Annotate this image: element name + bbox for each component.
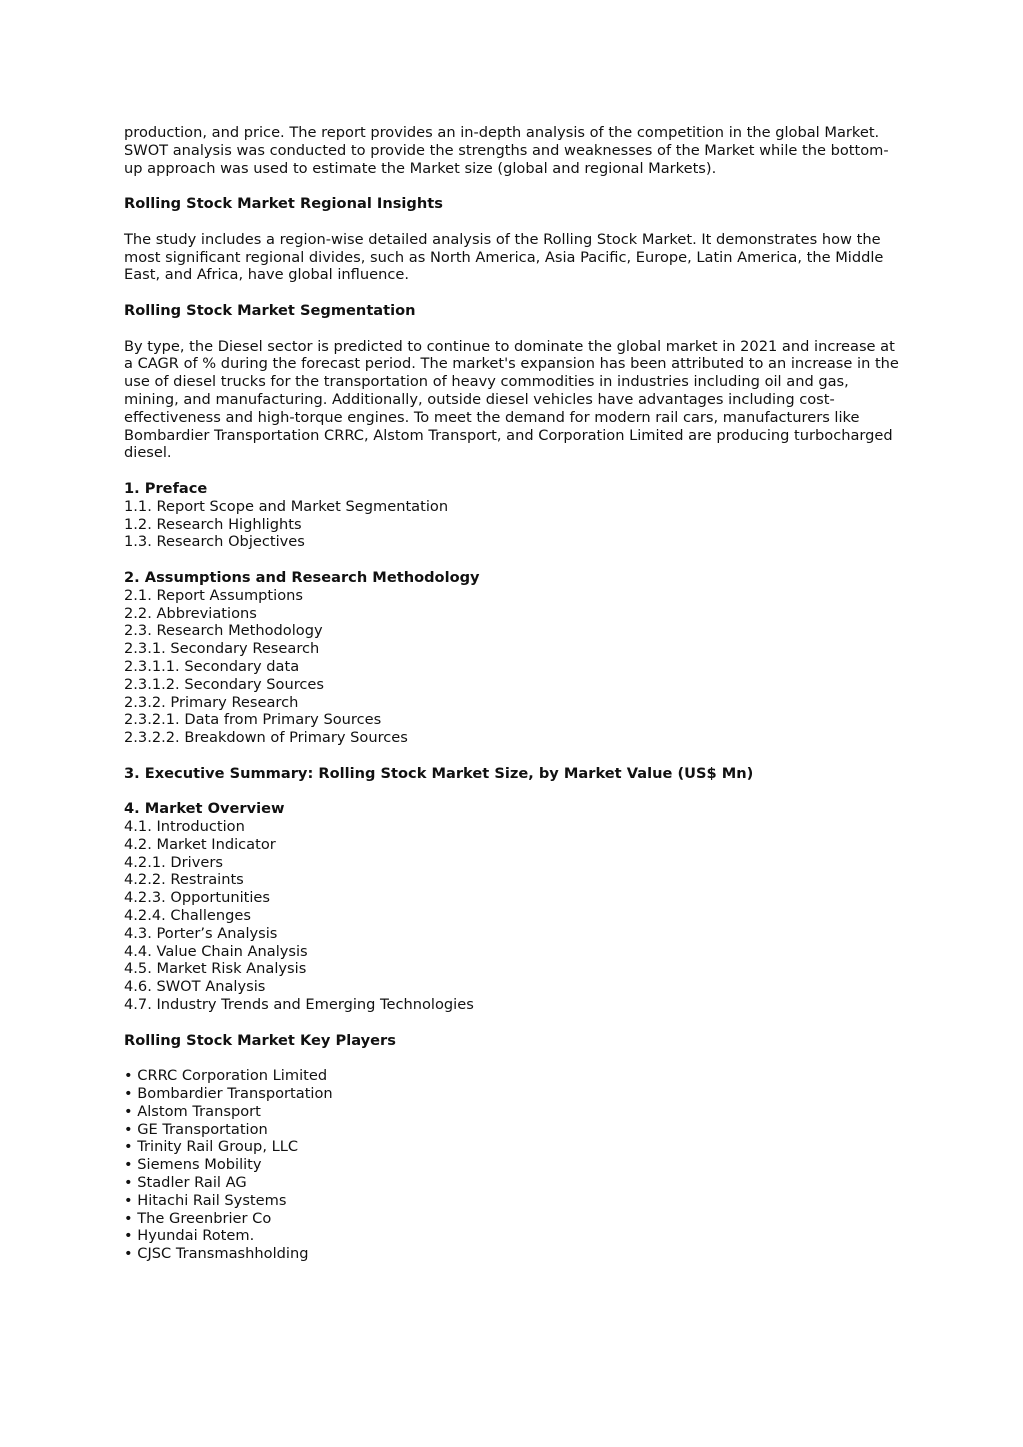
toc-item: 2.3.2.2. Breakdown of Primary Sources <box>124 729 408 747</box>
toc-item: 2.3.1.1. Secondary data <box>124 657 300 675</box>
toc-item: 2.3. Research Methodology <box>124 622 323 640</box>
toc-item: 2.3.2.1. Data from Primary Sources <box>124 711 382 729</box>
toc-item: 1.3. Research Objectives <box>124 533 305 551</box>
toc-item: 2.3.2. Primary Research <box>124 693 299 711</box>
key-player-item: • Hitachi Rail Systems <box>124 1192 904 1210</box>
toc-section-title: 3. Executive Summary: Rolling Stock Market Size, by Market Value (US$ Mn) <box>124 764 754 782</box>
toc-item: 4.6. SWOT Analysis <box>124 978 266 996</box>
toc-section-executive-summary <box>124 765 904 783</box>
toc-item: 2.3.1.2. Secondary Sources <box>124 675 324 693</box>
toc-item: 1.1. Report Scope and Market Segmentation <box>124 497 449 515</box>
toc-item: 4.2.4. Challenges <box>124 907 251 925</box>
key-player-item: • Bombardier Transportation <box>124 1085 904 1103</box>
toc-section-methodology <box>124 569 904 747</box>
intro-paragraph: production, and price. The report provides an in-depth analysis of the competition in the global Market. SWOT analysis was conducted to provide the strengths and weaknesses of the Market while the bottom-up approach was used to estimate the Market size (global and regional Markets). <box>124 124 889 177</box>
toc-item: 1.2. Research Highlights <box>124 515 302 533</box>
toc-section-title: 4. Market Overview <box>124 800 285 818</box>
regional-insights-heading: Rolling Stock Market Regional Insights <box>124 195 443 213</box>
toc-item: 4.2.2. Restraints <box>124 871 244 889</box>
key-player-item: • The Greenbrier Co <box>124 1210 904 1228</box>
toc-section-title: 1. Preface <box>124 479 208 497</box>
key-players-heading: Rolling Stock Market Key Players <box>124 1031 396 1049</box>
key-player-item: • CJSC Transmashholding <box>124 1245 904 1263</box>
toc-section-title: 2. Assumptions and Research Methodology <box>124 568 480 586</box>
toc-item: 2.2. Abbreviations <box>124 604 257 622</box>
key-player-item: • Alstom Transport <box>124 1103 904 1121</box>
toc-section-market-overview <box>124 800 904 1014</box>
toc-item: 4.2.1. Drivers <box>124 853 223 871</box>
toc-section-preface <box>124 480 904 551</box>
toc-item: 4.2. Market Indicator <box>124 835 276 853</box>
toc-item: 4.3. Porter’s Analysis <box>124 924 278 942</box>
key-player-item: • CRRC Corporation Limited <box>124 1067 904 1085</box>
toc-item: 4.2.3. Opportunities <box>124 889 270 907</box>
toc-item: 4.5. Market Risk Analysis <box>124 960 307 978</box>
regional-insights-paragraph: The study includes a region-wise detailed analysis of the Rolling Stock Market. It demonstrates how the most significant regional divides, such as North America, Asia Pacific, Europe, Latin America, the Middle East, and Africa, have global influence. <box>124 230 884 284</box>
document-page <box>124 124 904 1263</box>
toc-item: 2.1. Report Assumptions <box>124 586 303 604</box>
toc-item: 4.7. Industry Trends and Emerging Technologies <box>124 996 474 1014</box>
toc-item: 4.4. Value Chain Analysis <box>124 942 308 960</box>
key-player-item: • GE Transportation <box>124 1121 904 1139</box>
segmentation-heading: Rolling Stock Market Segmentation <box>124 301 416 319</box>
toc-item: 2.3.1. Secondary Research <box>124 640 320 658</box>
key-players-list <box>124 1067 904 1263</box>
key-player-item: • Stadler Rail AG <box>124 1174 904 1192</box>
key-player-item: • Trinity Rail Group, LLC <box>124 1138 904 1156</box>
segmentation-paragraph: By type, the Diesel sector is predicted to continue to dominate the global market in 2021 and increase at a CAGR of % during the forecast period. The market's expansion has been attributed to an increase in the use of diesel trucks for the transportation of heavy commodities in industries including oil and gas, mining, and manufacturing. Additionally, outside diesel vehicles have advantages including cost-effectiveness and high-torque engines. To meet the demand for modern rail cars, manufacturers like Bombardier Transportation CRRC, Alstom Transport, and Corporation Limited are producing turbocharged diesel. <box>124 337 899 462</box>
key-player-item: • Hyundai Rotem. <box>124 1227 904 1245</box>
toc-item: 4.1. Introduction <box>124 818 245 836</box>
key-player-item: • Siemens Mobility <box>124 1156 904 1174</box>
